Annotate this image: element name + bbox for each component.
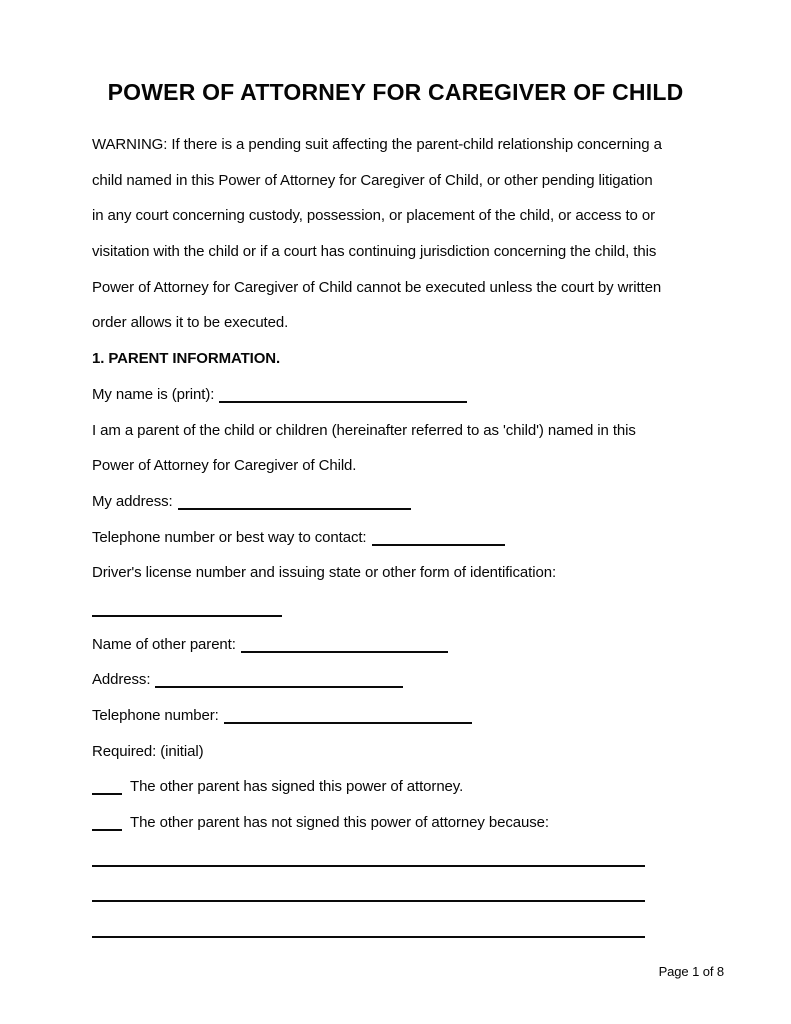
required-initial-row	[92, 734, 701, 770]
license-blank-row	[92, 591, 701, 627]
parent-intro-line: I am a parent of the child or children (hereinafter referred to as 'child') named in this	[92, 421, 636, 439]
other-address-blank[interactable]	[155, 671, 403, 688]
option-not-signed-row	[92, 805, 701, 841]
other-parent-label: Name of other parent:	[92, 635, 236, 653]
option-signed-initial-blank[interactable]	[92, 778, 122, 795]
option-signed-label: The other parent has signed this power of attorney.	[130, 778, 464, 796]
page-title: POWER OF ATTORNEY FOR CAREGIVER OF CHILD	[107, 79, 684, 105]
option-signed-row	[92, 769, 701, 805]
license-label-row	[92, 555, 701, 591]
option-not-signed-initial-blank[interactable]	[92, 814, 122, 831]
reason-line-row	[92, 841, 701, 877]
warning-line: Power of Attorney for Caregiver of Child cannot be executed unless the court by written	[92, 278, 662, 296]
other-phone-label: Telephone number:	[92, 707, 219, 724]
other-address-label: Address:	[92, 671, 151, 689]
warning-line: in any court concerning custody, possession, or placement of the child, or access to or	[92, 207, 655, 225]
my-name-label: My name is (print):	[92, 385, 215, 403]
warning-line: visitation with the child or if a court has continuing jurisdiction concerning the child, this	[92, 243, 657, 261]
my-address-blank[interactable]	[178, 493, 411, 510]
my-name-blank[interactable]	[219, 386, 467, 403]
license-label: Driver's license number and issuing state or other form of identification:	[92, 564, 557, 582]
other-parent-blank[interactable]	[241, 636, 448, 653]
license-blank[interactable]	[92, 600, 282, 617]
contact-row	[92, 520, 701, 556]
other-address-row	[92, 662, 701, 698]
reason-line-blank[interactable]	[92, 885, 645, 902]
my-address-row	[92, 484, 701, 520]
required-initial-label: Required: (initial)	[92, 742, 204, 760]
parent-intro-line: Power of Attorney for Caregiver of Child.	[92, 457, 357, 475]
other-phone-row	[92, 698, 701, 734]
contact-blank[interactable]	[372, 529, 505, 546]
reason-line-row	[92, 912, 701, 948]
document-body	[0, 127, 791, 948]
my-address-label: My address:	[92, 492, 173, 510]
section-heading-parent-information: 1. PARENT INFORMATION.	[92, 350, 281, 368]
other-parent-row	[92, 627, 701, 663]
warning-line: child named in this Power of Attorney for Caregiver of Child, or other pending litigation	[92, 171, 653, 189]
other-phone-blank[interactable]	[224, 707, 472, 724]
warning-line: order allows it to be executed.	[92, 314, 289, 332]
option-not-signed-label: The other parent has not signed this power of attorney because:	[130, 814, 549, 832]
reason-line-row	[92, 876, 701, 912]
contact-label: Telephone number or best way to contact:	[92, 528, 367, 546]
page-number: Page 1 of 8	[658, 964, 724, 979]
reason-line-blank[interactable]	[92, 921, 645, 938]
warning-line: WARNING: If there is a pending suit affecting the parent-child relationship concerning a	[92, 136, 662, 153]
reason-line-blank[interactable]	[92, 850, 645, 867]
my-name-row	[92, 377, 701, 413]
